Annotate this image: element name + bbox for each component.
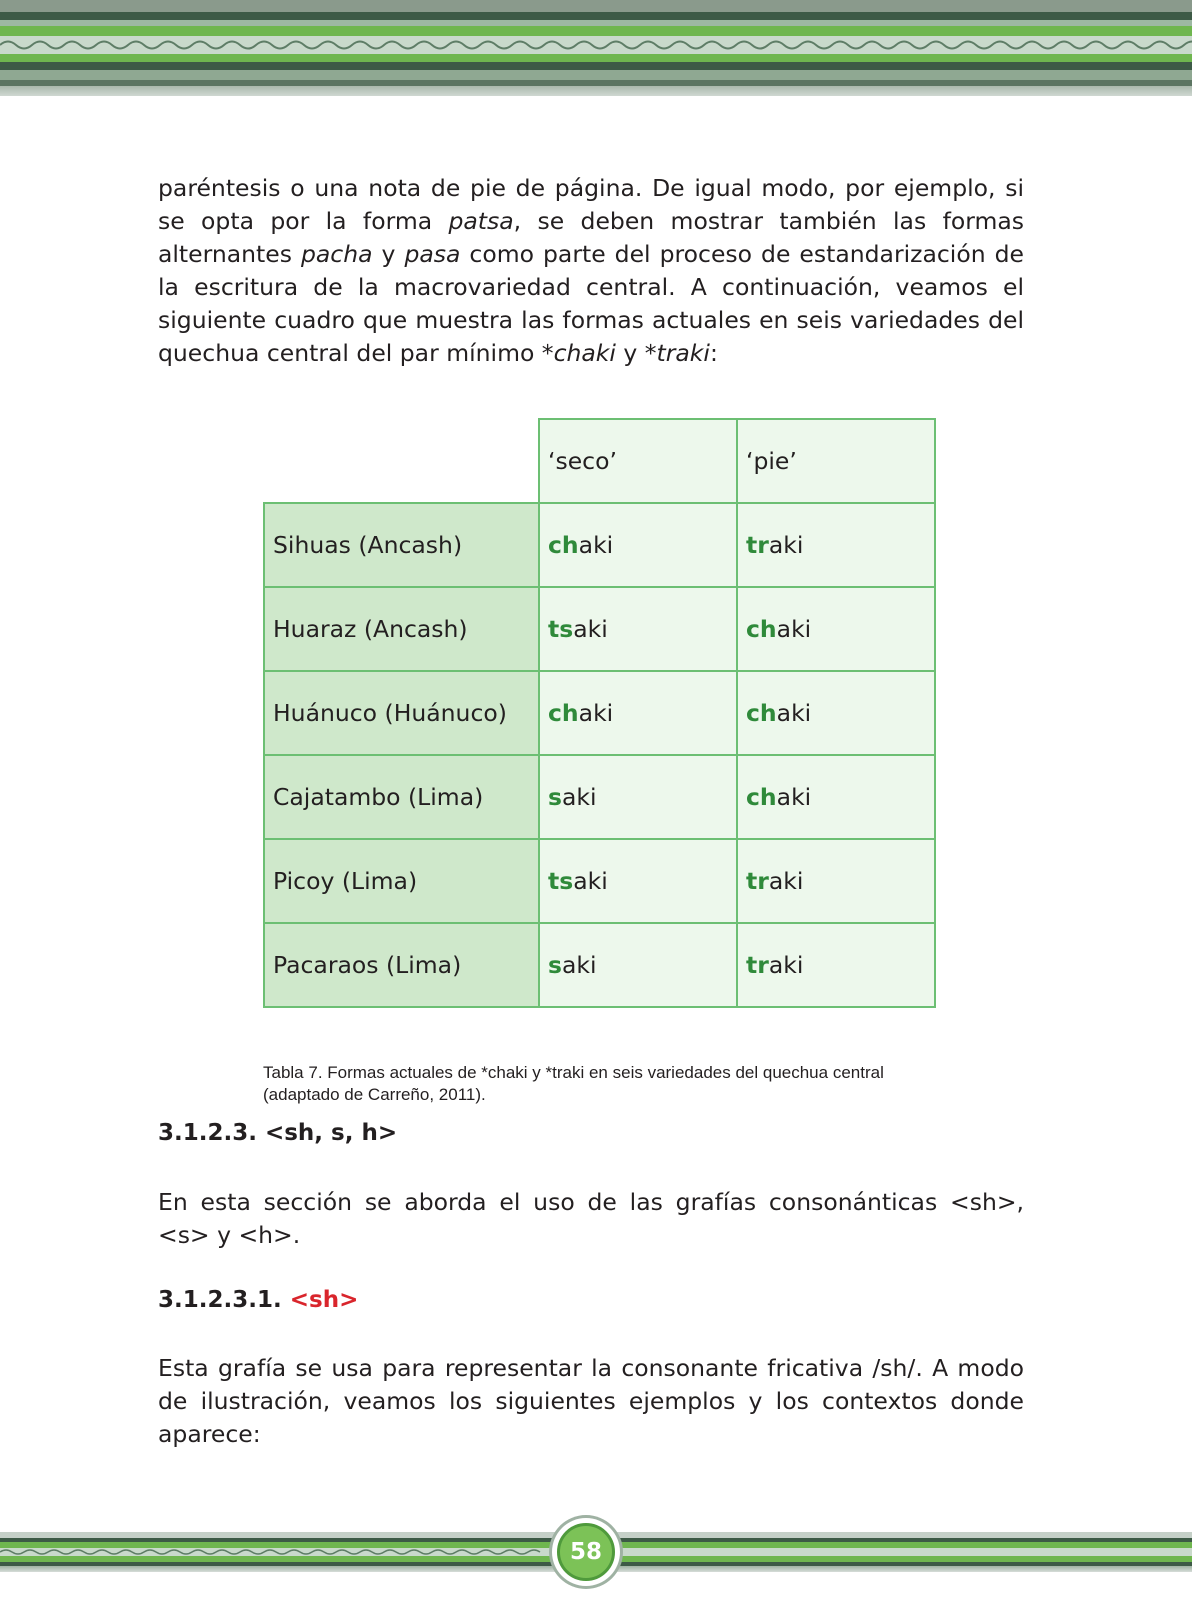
form-seco (539, 503, 737, 587)
form-pie (737, 671, 935, 755)
highlighted-grapheme: ch (548, 531, 579, 559)
form-pie (737, 503, 935, 587)
paragraph-text: y (372, 240, 405, 268)
highlighted-grapheme: s (548, 783, 562, 811)
highlighted-grapheme: ch (746, 615, 777, 643)
table-caption: Tabla 7. Formas actuales de *chaki y *traki en seis variedades del quechua central (adaptado de Carreño, 2011). (263, 1063, 884, 1104)
form-pie (737, 587, 935, 671)
highlighted-grapheme: tr (746, 867, 769, 895)
highlighted-grapheme: ch (548, 699, 579, 727)
top-wave-pattern (0, 36, 1192, 54)
variants-table (263, 418, 936, 1008)
page-number: 58 (557, 1523, 615, 1581)
variety-name: Sihuas (Ancash) (264, 503, 539, 587)
highlighted-grapheme: s (548, 951, 562, 979)
highlighted-grapheme: ts (548, 867, 574, 895)
form-seco (539, 671, 737, 755)
table-header-row (264, 419, 935, 503)
italic-term: chaki (553, 339, 616, 367)
paragraph-text: paréntesis o una nota de pie de página. De igual modo, por ejemplo, si se opta por la forma (158, 174, 1024, 235)
highlighted-grapheme: tr (746, 951, 769, 979)
section-heading: 3.1.2.3. <sh, s, h> (158, 1120, 398, 1146)
form-rest: aki (578, 699, 614, 727)
form-rest: aki (562, 951, 597, 979)
form-rest: aki (578, 531, 614, 559)
page-number-badge (552, 1518, 620, 1586)
table-row (264, 503, 935, 587)
variety-name: Pacaraos (Lima) (264, 923, 539, 1007)
subsection-paragraph: Esta grafía se usa para representar la consonante fricativa /sh/. A modo de ilustración, veamos los siguientes ejemplos y los contextos donde aparece: (158, 1354, 1024, 1448)
subsection-heading (158, 1287, 358, 1313)
paragraph-text: como parte del proceso de estandarización de la escritura de la macrovariedad central. A continuación, veamos el siguiente cuadro que muestra las formas actuales en seis variedades del quechua central del par mínimo * (158, 240, 1024, 367)
form-rest: aki (768, 867, 804, 895)
header-pie: ‘pie’ (737, 419, 935, 503)
form-rest: aki (573, 867, 608, 895)
table-row (264, 839, 935, 923)
table-row (264, 671, 935, 755)
form-pie (737, 755, 935, 839)
form-rest: aki (768, 951, 804, 979)
intro-paragraph (158, 172, 1024, 370)
variety-name: Huánuco (Huánuco) (264, 671, 539, 755)
form-rest: aki (776, 699, 812, 727)
paragraph-text: y * (615, 339, 657, 367)
form-rest: aki (562, 783, 597, 811)
form-pie (737, 839, 935, 923)
form-rest: aki (573, 615, 608, 643)
section-paragraph: En esta sección se aborda el uso de las grafías consonánticas <sh>, <s> y <h>. (158, 1188, 1024, 1249)
form-rest: aki (776, 615, 812, 643)
highlighted-grapheme: tr (746, 531, 769, 559)
subsection-grapheme: <sh> (289, 1287, 359, 1313)
subsection-number: 3.1.2.3.1. (158, 1287, 282, 1313)
variety-name: Cajatambo (Lima) (264, 755, 539, 839)
highlighted-grapheme: ch (746, 783, 777, 811)
form-seco (539, 923, 737, 1007)
header-seco: ‘seco’ (539, 419, 737, 503)
italic-term: pasa (404, 240, 461, 268)
highlighted-grapheme: ts (548, 615, 574, 643)
highlighted-grapheme: ch (746, 699, 777, 727)
form-rest: aki (776, 783, 812, 811)
table-row (264, 755, 935, 839)
top-decorative-band (0, 0, 1192, 96)
table-row (264, 587, 935, 671)
table-corner-blank (264, 419, 539, 503)
form-rest: aki (768, 531, 804, 559)
italic-term: patsa (448, 207, 514, 235)
form-seco (539, 839, 737, 923)
variety-name: Picoy (Lima) (264, 839, 539, 923)
table-row (264, 923, 935, 1007)
paragraph-text: , se deben mostrar también las formas alternantes (158, 207, 1024, 268)
form-seco (539, 587, 737, 671)
paragraph-text: : (709, 339, 718, 367)
variety-name: Huaraz (Ancash) (264, 587, 539, 671)
italic-term: traki (656, 339, 710, 367)
form-pie (737, 923, 935, 1007)
italic-term: pacha (300, 240, 373, 268)
form-seco (539, 755, 737, 839)
